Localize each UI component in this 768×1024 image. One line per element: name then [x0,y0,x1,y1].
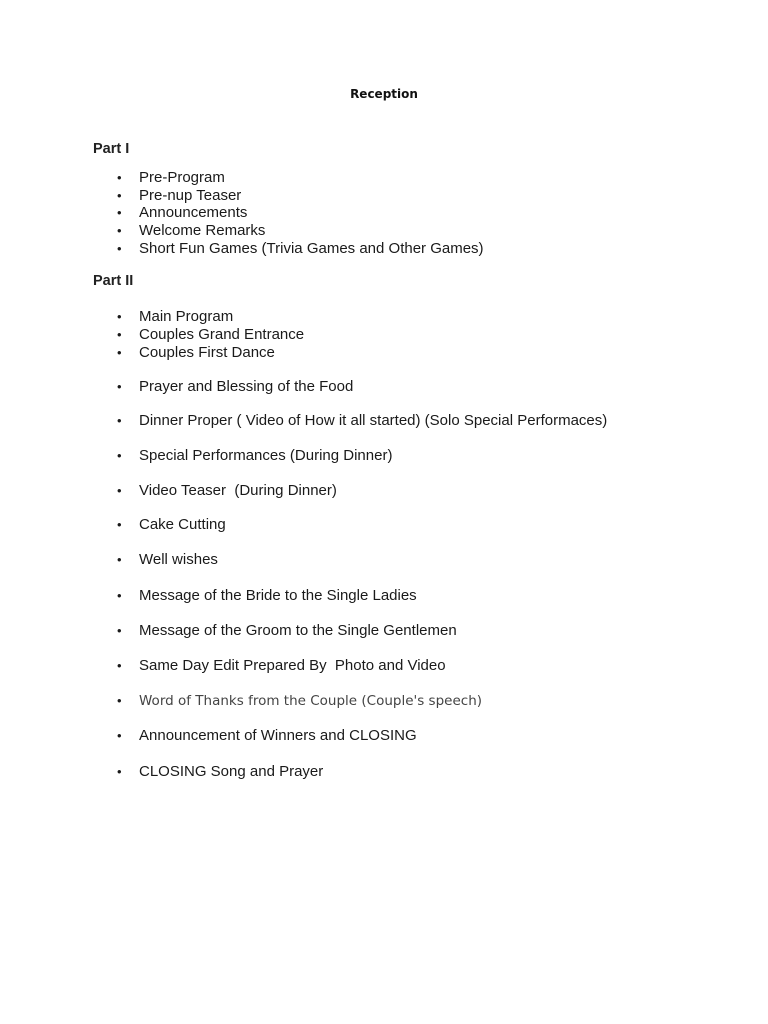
list-item-text: Short Fun Games (Trivia Games and Other Games) [139,240,484,257]
list-item-text: Word of Thanks from the Couple (Couple's speech) [139,693,483,709]
bullet-icon: • [117,658,122,673]
list-item-text: Well wishes [139,551,218,568]
list-item-text: Message of the Bride to the Single Ladies [139,587,417,604]
bullet-icon: • [117,241,122,256]
bullet-icon: • [117,205,122,220]
list-item [117,412,607,429]
bullet-icon: • [117,623,122,638]
list-item-text: Welcome Remarks [139,222,266,239]
list-item [117,587,417,604]
bullet-icon: • [117,345,122,360]
bullet-icon: • [117,223,122,238]
bullet-icon: • [117,517,122,532]
list-item-text: Cake Cutting [139,516,226,533]
list-item [117,240,484,257]
list-item [117,657,446,674]
list-item [117,169,225,186]
list-item [117,222,265,239]
list-item [117,308,233,325]
list-item [117,727,417,744]
bullet-icon: • [117,188,122,203]
list-item-text: Main Program [139,308,234,325]
list-item-text: Announcements [139,204,248,221]
list-item-text: Same Day Edit Prepared By Photo and Video [139,657,446,674]
list-item [117,326,304,343]
bullet-icon: • [117,588,122,603]
bullet-icon: • [117,413,122,428]
bullet-icon: • [117,552,122,567]
bullet-icon: • [117,448,122,463]
list-item [117,692,482,709]
part-heading-2: Part II [93,273,134,289]
list-item [117,763,323,780]
list-item [117,622,457,639]
bullet-icon: • [117,728,122,743]
bullet-icon: • [117,170,122,185]
document-title: Reception [350,87,418,101]
list-item-text: Announcement of Winners and CLOSING [139,727,417,744]
list-item-text: Pre-nup Teaser [139,187,242,204]
list-item-text: Pre-Program [139,169,225,186]
list-item [117,516,226,533]
list-item [117,344,275,361]
bullet-icon: • [117,693,122,708]
list-item [117,378,353,395]
list-item [117,551,218,568]
list-item [117,204,247,221]
list-item-text: Couples First Dance [139,344,275,361]
list-item-text: CLOSING Song and Prayer [139,763,324,780]
bullet-icon: • [117,379,122,394]
list-item-text: Video Teaser (During Dinner) [139,482,337,499]
list-item [117,187,241,204]
list-item-text: Couples Grand Entrance [139,326,305,343]
part-heading-1: Part I [93,141,130,157]
bullet-icon: • [117,327,122,342]
list-item-text: Message of the Groom to the Single Gentlemen [139,622,457,639]
list-item [117,447,392,464]
bullet-icon: • [117,483,122,498]
list-item [117,482,337,499]
bullet-icon: • [117,309,122,324]
list-item-text: Dinner Proper ( Video of How it all started) (Solo Special Performaces) [139,412,608,429]
list-item-text: Special Performances (During Dinner) [139,447,393,464]
list-item-text: Prayer and Blessing of the Food [139,378,354,395]
bullet-icon: • [117,764,122,779]
